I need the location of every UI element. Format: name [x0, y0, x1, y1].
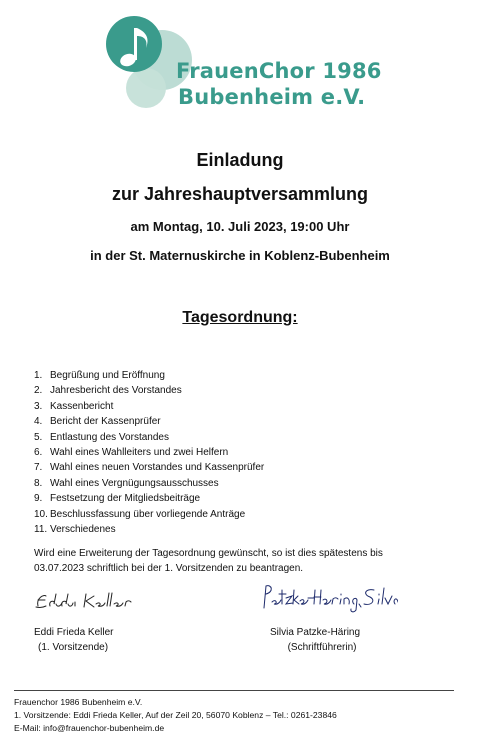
footer-email: E-Mail: info@frauenchor-bubenheim.de — [14, 723, 165, 733]
logo-line-2: Bubenheim e.V. — [178, 85, 366, 109]
agenda-text: Jahresbericht des Vorstandes — [50, 385, 182, 397]
list-item — [34, 491, 264, 506]
agenda-text: Entlastung des Vorstandes — [50, 431, 169, 443]
list-item — [34, 430, 264, 445]
signature-right — [258, 580, 398, 616]
agenda-extension-note — [34, 546, 454, 576]
agenda-number: 5. — [34, 431, 43, 443]
signer-left-role: (1. Vorsitzende) — [38, 642, 109, 653]
list-item — [34, 399, 264, 414]
agenda-list — [34, 368, 264, 537]
signer-right — [270, 625, 360, 655]
agenda-text: Beschlussfassung über vorliegende Anträge — [50, 508, 246, 520]
agenda-number: 4. — [34, 416, 43, 428]
footer-line-2: 1. Vorsitzende: Eddi Frieda Keller, Auf der Zeil 20, 56070 Koblenz – Tel.: 0261-23846 — [14, 710, 337, 720]
agenda-number: 9. — [34, 493, 43, 505]
signature-left — [32, 588, 142, 614]
agenda-number: 1. — [34, 370, 43, 381]
note-line-2: 03.07.2023 schriftlich bei der 1. Vorsitzenden zu beantragen. — [34, 563, 304, 574]
signer-right-role: (Schriftführerin) — [287, 642, 357, 653]
agenda-number: 2. — [34, 385, 43, 397]
invitation-title: Einladung — [196, 150, 284, 170]
agenda-title: Tagesordnung: — [182, 309, 298, 326]
list-item — [34, 368, 264, 383]
signer-right-name: Silvia Patzke-Häring — [270, 627, 361, 638]
agenda-text: Wahl eines Wahlleiters und zwei Helfern — [50, 447, 229, 459]
list-item — [34, 522, 264, 537]
agenda-text: Bericht der Kassenprüfer — [50, 416, 161, 428]
signer-left-name: Eddi Frieda Keller — [34, 627, 114, 638]
choir-logo — [100, 14, 390, 114]
agenda-number: 3. — [34, 400, 43, 412]
agenda-text: Kassenbericht — [50, 400, 114, 412]
agenda-text: Festsetzung der Mitgliedsbeiträge — [50, 493, 201, 505]
footer — [14, 696, 337, 735]
list-item — [34, 507, 264, 522]
agenda-text: Wahl eines neuen Vorstandes und Kassenprüfer — [50, 462, 265, 474]
footer-line-1: Frauenchor 1986 Bubenheim e.V. — [14, 697, 143, 707]
agenda-number: 7. — [34, 462, 43, 474]
list-item — [34, 414, 264, 429]
list-item — [34, 383, 264, 398]
footer-divider — [14, 690, 454, 691]
invitation-subtitle: zur Jahreshauptversammlung — [111, 184, 369, 204]
agenda-number: 11. — [34, 524, 48, 536]
list-item — [34, 476, 264, 491]
logo-wordmark — [176, 58, 382, 110]
meeting-location: in der St. Maternuskirche in Koblenz-Bubenheim — [90, 248, 390, 263]
agenda-number: 8. — [34, 477, 43, 489]
agenda-text: Begrüßung und Eröffnung — [50, 370, 165, 381]
agenda-number: 6. — [34, 447, 43, 459]
agenda-text: Verschiedenes — [50, 524, 116, 536]
list-item — [34, 460, 264, 475]
agenda-number: 10. — [34, 508, 48, 520]
note-line-1: Wird eine Erweiterung der Tagesordnung gewünscht, so ist dies spätestens bis — [34, 548, 383, 559]
agenda-text: Wahl eines Vergnügungsausschusses — [50, 477, 219, 489]
meeting-date: am Montag, 10. Juli 2023, 19:00 Uhr — [130, 219, 350, 234]
logo-line-1: FrauenChor 1986 — [176, 59, 382, 83]
list-item — [34, 445, 264, 460]
signer-left — [34, 625, 113, 655]
